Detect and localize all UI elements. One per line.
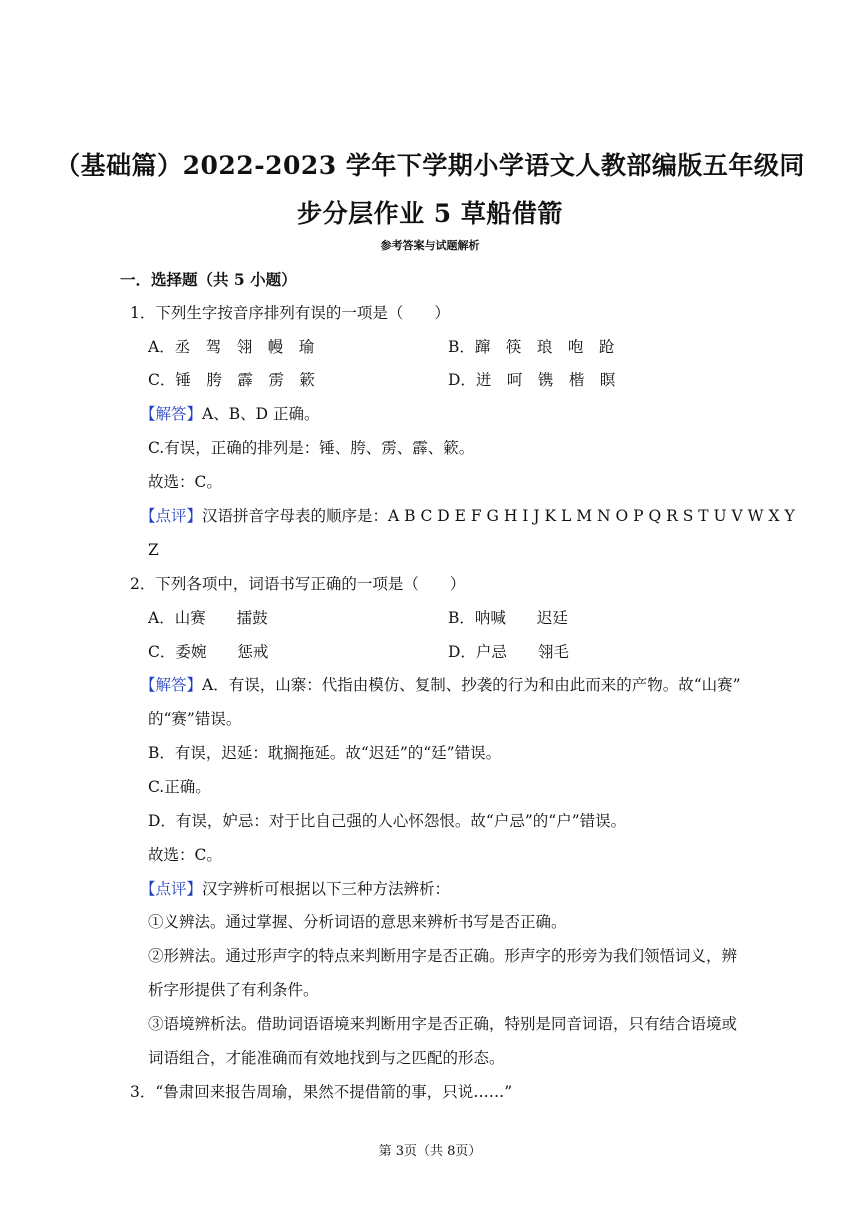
q1-comment bbox=[140, 505, 795, 527]
q2-answer-choice: 故选：C。 bbox=[148, 846, 222, 864]
q2-answer bbox=[140, 674, 741, 696]
q1-stem: 1．下列生字按音序排列有误的一项是（ ） bbox=[130, 304, 450, 322]
q2-comment bbox=[140, 878, 450, 900]
q2-method-2: ②形辨法。通过形声字的特点来判断用字是否正确。形声字的形旁为我们领悟词义，辨 bbox=[148, 947, 738, 965]
q2-answer-c: C.正确。 bbox=[148, 778, 211, 796]
comment-tag: 【点评】 bbox=[140, 880, 203, 898]
section-heading: 一．选择题（共 5 小题） bbox=[120, 270, 297, 289]
q1-answer-choice: 故选：C。 bbox=[148, 473, 222, 491]
q2-option-c: C．委婉 惩戒 bbox=[148, 643, 269, 661]
comment-tag: 【点评】 bbox=[140, 507, 203, 525]
q2-method-3: ③语境辨析法。借助词语语境来判断用字是否正确，特别是同音词语，只有结合语境或 bbox=[148, 1015, 738, 1033]
q2-stem: 2．下列各项中，词语书写正确的一项是（ ） bbox=[130, 575, 466, 593]
q1-option-d: D．迸 呵 镌 楷 瞑 bbox=[448, 371, 616, 389]
q2-comment-text: 汉字辨析可根据以下三种方法辨析： bbox=[202, 880, 451, 898]
q2-option-a: A．山赛 擂鼓 bbox=[148, 609, 268, 627]
q2-method-2-continuation: 析字形提供了有利条件。 bbox=[148, 981, 319, 999]
document-title-line-2: 步分层作业 5 草船借箭 bbox=[297, 199, 563, 228]
q2-answer-text: A．有误，山寨：代指由模仿、复制、抄袭的行为和由此而来的产物。故“山赛” bbox=[202, 676, 741, 694]
q1-comment-continuation: Z bbox=[148, 541, 159, 559]
q1-option-b: B．蹿 筷 琅 咆 跄 bbox=[448, 338, 615, 356]
q1-answer bbox=[140, 403, 319, 425]
q2-answer-b: B．有误，迟延：耽搁拖延。故“迟廷”的“廷”错误。 bbox=[148, 744, 502, 762]
q2-option-b: B．呐喊 迟廷 bbox=[448, 609, 568, 627]
answer-tag: 【解答】 bbox=[140, 676, 203, 694]
q2-option-d: D．户忌 翎毛 bbox=[448, 643, 569, 661]
answer-tag: 【解答】 bbox=[140, 405, 203, 423]
document-subtitle: 参考答案与试题解析 bbox=[380, 239, 480, 252]
q1-option-a: A．丞 驾 翎 幔 瑜 bbox=[148, 338, 315, 356]
page-footer: 第 3页（共 8页） bbox=[378, 1144, 482, 1159]
q1-option-c: C．锤 胯 霹 雳 簌 bbox=[148, 371, 315, 389]
q1-comment-text: 汉语拼音字母表的顺序是：A B C D E F G H I J K L M N O P Q R S T U V W X Y bbox=[202, 507, 795, 525]
q1-answer-line-2: C.有误，正确的排列是：锤、胯、雳、霹、簌。 bbox=[148, 439, 475, 457]
q2-method-1: ①义辨法。通过掌握、分析词语的意思来辨析书写是否正确。 bbox=[148, 913, 567, 931]
document-title-line-1: （基础篇）2022-2023 学年下学期小学语文人教部编版五年级同 bbox=[55, 151, 805, 180]
q2-answer-continuation: 的“赛”错误。 bbox=[148, 710, 242, 728]
q2-method-3-continuation: 词语组合，才能准确而有效地找到与之匹配的形态。 bbox=[148, 1049, 505, 1067]
q3-stem: 3．“鲁肃回来报告周瑜，果然不提借箭的事，只说……” bbox=[130, 1083, 513, 1101]
q2-answer-d: D．有误，妒忌：对于比自己强的人心怀怨恨。故“户忌”的“户”错误。 bbox=[148, 812, 627, 830]
q1-answer-text: A、B、D 正确。 bbox=[202, 405, 320, 423]
